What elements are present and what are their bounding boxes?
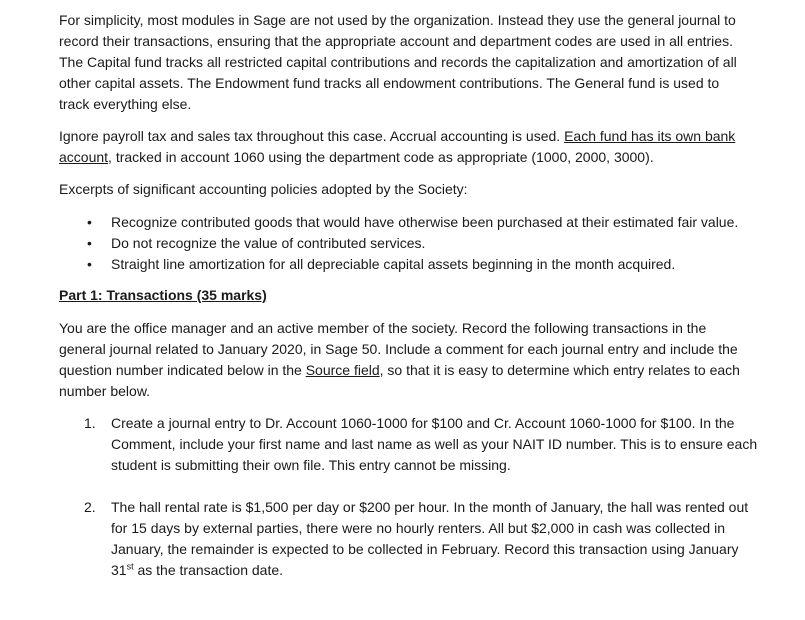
question-item xyxy=(59,497,761,581)
policy-item xyxy=(59,254,751,275)
policies-intro: Excerpts of significant accounting policies adopted by the Society: xyxy=(59,181,468,197)
questions-list xyxy=(59,413,765,581)
question-item xyxy=(59,413,761,476)
bank-account-underlined: Each fund has its own bank account xyxy=(59,128,736,165)
intro-paragraph: For simplicity, most modules in Sage are not used by the organization. Instead they use the general journal to record their transactions, ensuring that the appropriate account and department codes are used in all entries. The Capital fund tracks all restricted capital contributions and records the capitalization and amortization of all other capital assets. The Endowment fund tracks all endowment contributions. The General fund is used to track everything else. xyxy=(59,12,737,112)
part1-intro xyxy=(59,318,749,402)
bullet-icon: • xyxy=(87,214,92,230)
question-text: Create a journal entry to Dr. Account 1060-1000 for $100 and Cr. Account 1060-1000 for $100. In the Comment, include your first name and last name as well as your NAIT ID number. This is to ensure each student is submitting their own file. This entry cannot be missing. xyxy=(111,415,758,473)
part1-intro-start: You are the office manager and an active member of the society. Record the following transactions in the general journal related to January 2020, in Sage 50. Include a comment for each journal entry and include the question number indicated below in the xyxy=(59,320,738,378)
accounting-text-end: , tracked in account 1060 using the department code as appropriate (1000, 2000, 3000). xyxy=(108,149,654,165)
policy-text: Straight line amortization for all depreciable capital assets beginning in the month acquired. xyxy=(111,256,676,272)
policy-item xyxy=(59,212,751,233)
question-number: 1. xyxy=(84,415,96,431)
policies-list xyxy=(59,212,765,275)
accounting-text-start: Ignore payroll tax and sales tax throughout this case. Accrual accounting is used. xyxy=(59,128,565,144)
bullet-icon: • xyxy=(87,235,92,251)
question-text-start: The hall rental rate is $1,500 per day or $200 per hour. In the month of January, the hall was rented out for 15 days by external parties, there were no hourly renters. All but $2,000 in cash was collected in January, the remainder is expected to be collected in February. Record this transaction using January 31 xyxy=(111,499,749,578)
part1-intro-end: , so that it is easy to determine which entry relates to each number below. xyxy=(59,362,740,399)
part1-heading: Part 1: Transactions (35 marks) xyxy=(59,287,267,303)
policy-text: Do not recognize the value of contributed services. xyxy=(111,235,426,251)
accounting-paragraph xyxy=(59,126,759,168)
policy-text: Recognize contributed goods that would have otherwise been purchased at their estimated fair value. xyxy=(111,214,739,230)
ordinal-suffix: st xyxy=(126,561,134,572)
question-number: 2. xyxy=(84,499,96,515)
bullet-icon: • xyxy=(87,256,92,272)
source-field-underlined: Source field xyxy=(305,362,380,378)
policy-item xyxy=(59,233,751,254)
question-text-end: as the transaction date. xyxy=(133,562,284,578)
